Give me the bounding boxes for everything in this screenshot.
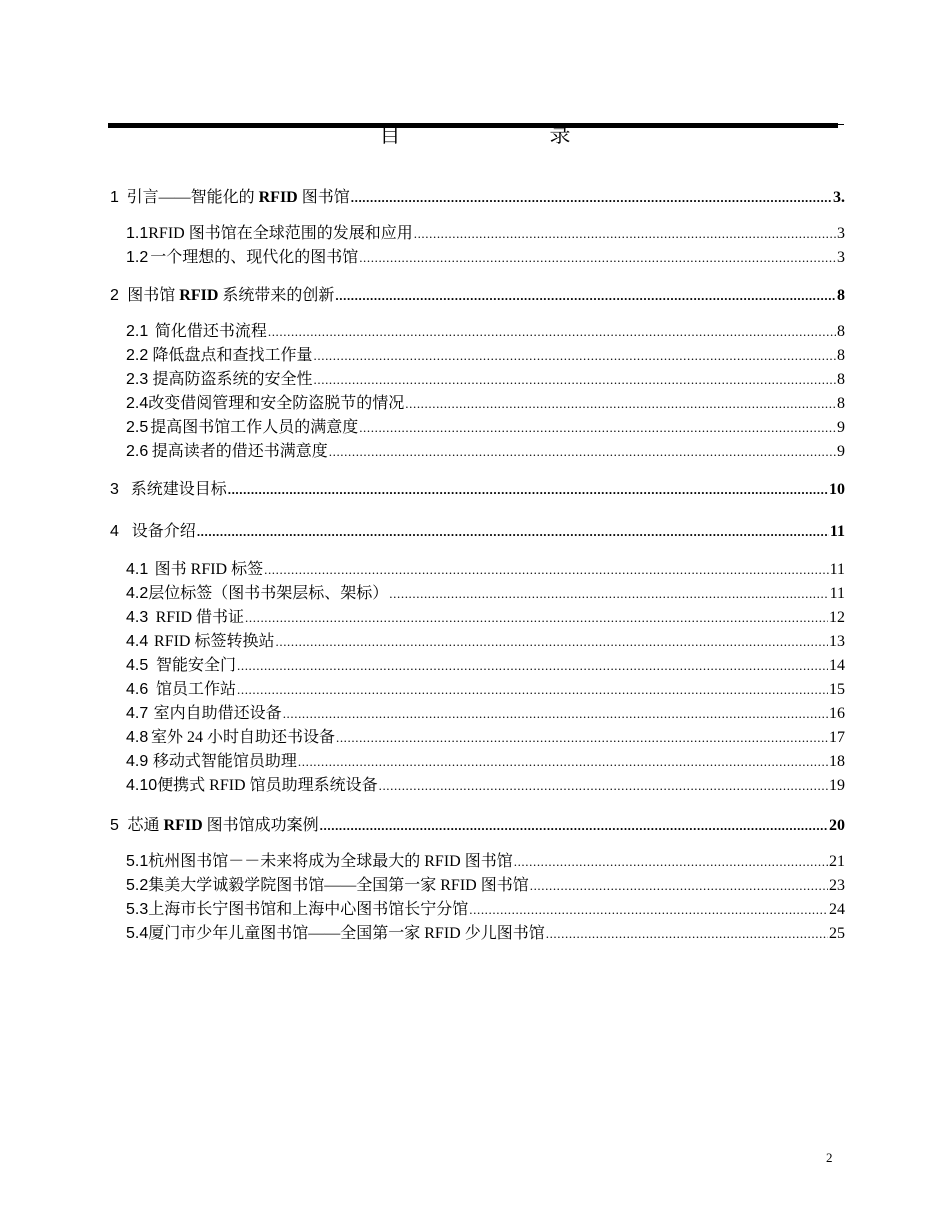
toc-entry-number: 4.6	[126, 681, 149, 698]
toc-dot-leader	[320, 816, 828, 836]
toc-entry-number: 2.5	[126, 419, 149, 436]
toc-entry-title-text: 馆员工作站	[155, 681, 236, 698]
toc-page-number: 8	[837, 371, 845, 388]
toc-entry-number: 1.1	[126, 225, 149, 242]
toc-section-entry[interactable]	[110, 776, 845, 796]
toc-page-number: 19	[829, 777, 845, 794]
toc-entry-title-text: 厦门市少年儿童图书馆——全国第一家 RFID 少儿图书馆	[148, 925, 545, 942]
toc-entry-title	[153, 346, 313, 366]
toc-entry-title	[148, 224, 412, 244]
toc-section-entry[interactable]	[110, 852, 845, 872]
toc-dot-leader	[469, 900, 828, 920]
toc-entry-number: 2.2	[126, 347, 149, 364]
toc-page-number: 8	[837, 287, 845, 304]
toc-section-entry[interactable]	[110, 608, 845, 628]
toc-dot-leader	[336, 728, 828, 748]
toc-entry-title-text: 提高防盗系统的安全性	[152, 371, 313, 388]
toc-entry-title	[155, 322, 267, 342]
toc-section-entry[interactable]	[110, 584, 845, 604]
toc-entry-number: 3	[110, 481, 119, 498]
toc-entry-title-text: 提高读者的借还书满意度	[151, 443, 328, 460]
toc-section-entry[interactable]	[110, 704, 845, 724]
toc-dot-leader	[530, 876, 828, 896]
toc-page-number: 16	[829, 705, 845, 722]
toc-entry-title-text: 降低盘点和查找工作量	[152, 347, 313, 364]
toc-entry-title	[156, 656, 236, 676]
toc-section-entry[interactable]	[110, 632, 845, 652]
toc-page-number: 10	[829, 481, 845, 498]
toc-entry-title-text: 室内自助借还设备	[153, 705, 282, 722]
toc-dot-leader	[329, 442, 836, 462]
toc-section-entry[interactable]	[110, 394, 845, 414]
toc-chapter-entry[interactable]	[110, 480, 845, 500]
toc-chapter-entry[interactable]	[110, 286, 845, 306]
toc-entry-number: 1.2	[126, 249, 149, 266]
toc-dot-leader	[314, 370, 836, 390]
toc-dot-leader	[379, 776, 828, 796]
toc-chapter-entry[interactable]	[110, 816, 845, 836]
toc-section-entry[interactable]	[110, 442, 845, 462]
toc-section-entry[interactable]	[110, 224, 845, 244]
toc-entry-title-text: 设备介绍	[131, 523, 196, 540]
toc-dot-leader	[335, 286, 836, 306]
toc-entry-title	[148, 876, 528, 896]
toc-entry-title	[150, 248, 358, 268]
toc-section-entry[interactable]	[110, 418, 845, 438]
toc-entry-title	[131, 480, 227, 500]
toc-page-number: 11	[829, 561, 845, 578]
toc-section-entry[interactable]	[110, 656, 845, 676]
toc-page-number: 3.	[833, 189, 845, 206]
toc-section-entry[interactable]	[110, 728, 845, 748]
toc-page-number: 20	[829, 817, 845, 834]
toc-page-number: 13	[829, 633, 845, 650]
toc-page-number: 24	[829, 901, 845, 918]
toc-entry-number: 5	[110, 817, 119, 834]
toc-page-number: 23	[829, 877, 845, 894]
toc-entry-number: 4.8	[126, 729, 149, 746]
toc-entry-title	[148, 924, 544, 944]
toc-entry-number: 2.3	[126, 371, 149, 388]
toc-entry-number: 4	[110, 523, 119, 540]
toc-entry-title-text: 移动式智能馆员助理	[152, 753, 297, 770]
toc-section-entry[interactable]	[110, 560, 845, 580]
toc-entry-title-text: RFID 标签转换站	[154, 633, 275, 650]
toc-page-number: 12	[829, 609, 845, 626]
toc-entry-title	[153, 370, 313, 390]
toc-entry-title-text: RFID 借书证	[155, 609, 245, 626]
toc-entry-number: 5.4	[126, 925, 149, 942]
toc-entry-number: 4.10	[126, 777, 158, 794]
toc-entry-title-suffix: 图书馆成功案例	[202, 817, 319, 834]
toc-chapter-entry[interactable]	[110, 188, 845, 208]
toc-page-number: 11	[829, 523, 845, 540]
toc-page-number: 3	[837, 249, 845, 266]
toc-entry-title	[153, 752, 297, 772]
toc-entry-number: 5.1	[126, 853, 149, 870]
toc-entry-title-text: 提高图书馆工作人员的满意度	[150, 419, 359, 436]
toc-dot-leader	[245, 608, 828, 628]
toc-chapter-entry[interactable]	[110, 522, 845, 542]
toc-entry-title-text: 图书 RFID 标签	[154, 561, 264, 578]
toc-entry-title-text: 芯通	[127, 817, 164, 834]
toc-section-entry[interactable]	[110, 924, 845, 944]
toc-entry-title	[156, 680, 236, 700]
toc-entry-title-text: RFID 图书馆在全球范围的发展和应用	[148, 225, 413, 242]
toc-dot-leader	[276, 632, 829, 652]
toc-entry-number: 2	[110, 287, 119, 304]
toc-entry-title-text: 室外 24 小时自助还书设备	[150, 729, 335, 746]
toc-entry-title	[154, 704, 282, 724]
toc-entry-title	[155, 560, 263, 580]
toc-entry-number: 4.5	[126, 657, 149, 674]
toc-page-number: 9	[837, 419, 845, 436]
toc-dot-leader	[298, 752, 828, 772]
toc-dot-leader	[359, 248, 836, 268]
toc-entry-title-suffix: 图书馆	[297, 189, 350, 206]
toc-entry-title	[148, 584, 388, 604]
toc-page-number: 11	[829, 585, 845, 602]
toc-page-number: 18	[829, 753, 845, 770]
toc-entry-number: 5.3	[126, 901, 149, 918]
toc-section-entry[interactable]	[110, 346, 845, 366]
toc-dot-leader	[237, 656, 828, 676]
toc-entry-number: 4.7	[126, 705, 149, 722]
toc-dot-leader	[264, 560, 828, 580]
toc-page-number: 15	[829, 681, 845, 698]
toc-entry-title-text: 便携式 RFID 馆员助理系统设备	[157, 777, 378, 794]
toc-section-entry[interactable]	[110, 680, 845, 700]
toc-entry-title	[128, 816, 319, 836]
toc-entry-title-bold: RFID	[163, 817, 203, 834]
toc-entry-title-text: 集美大学诚毅学院图书馆——全国第一家 RFID 图书馆	[148, 877, 529, 894]
toc-entry-title	[132, 522, 196, 542]
toc-section-entry[interactable]	[110, 370, 845, 390]
toc-entry-title	[154, 632, 274, 652]
toc-dot-leader	[283, 704, 828, 724]
toc-entry-number: 4.3	[126, 609, 149, 626]
toc-entry-title	[148, 394, 404, 414]
toc-dot-leader	[389, 584, 828, 604]
toc-dot-leader	[359, 418, 836, 438]
toc-entry-title	[127, 188, 350, 208]
toc-entry-title-text: 智能安全门	[155, 657, 236, 674]
toc-dot-leader	[197, 522, 829, 542]
toc-dot-leader	[237, 680, 828, 700]
toc-page-number: 17	[829, 729, 845, 746]
toc-dot-leader	[414, 224, 836, 244]
toc-page-number: 8	[837, 395, 845, 412]
toc-page-number: 3	[837, 225, 845, 242]
page-number: 2	[826, 1150, 833, 1165]
toc-entry-number: 2.6	[126, 443, 149, 460]
toc-page-number: 14	[829, 657, 845, 674]
toc-section-entry[interactable]	[110, 876, 845, 896]
toc-page-number: 8	[837, 323, 845, 340]
toc-entry-title	[157, 776, 377, 796]
toc-entry-title-text: 简化借还书流程	[154, 323, 267, 340]
toc-entry-title-bold: RFID	[179, 287, 219, 304]
toc-entry-title-suffix: 系统带来的创新	[218, 287, 335, 304]
toc-dot-leader	[351, 188, 832, 208]
toc-section-entry[interactable]	[110, 900, 845, 920]
toc-dot-leader	[546, 924, 828, 944]
toc-entry-title-text: 层位标签（图书书架层标、架标）	[148, 585, 389, 602]
toc-page-number: 8	[837, 347, 845, 364]
toc-entry-title-text: 改变借阅管理和安全防盗脱节的情况	[148, 395, 405, 412]
toc-entry-number: 2.4	[126, 395, 149, 412]
toc-entry-title-text: 一个理想的、现代化的图书馆	[150, 249, 359, 266]
toc-entry-title	[150, 418, 358, 438]
toc-entry-number: 4.1	[126, 561, 149, 578]
toc-entry-number: 5.2	[126, 877, 149, 894]
toc-entry-number: 4.2	[126, 585, 149, 602]
toc-entry-title-text: 图书馆	[127, 287, 180, 304]
toc-section-entry[interactable]	[110, 322, 845, 342]
toc-entry-title-text: 系统建设目标	[130, 481, 227, 498]
toc-entry-number: 4.4	[126, 633, 149, 650]
toc-dot-leader	[314, 346, 836, 366]
toc-title: 目 录	[379, 123, 635, 146]
toc-entry-title	[151, 728, 335, 748]
toc-page-number: 25	[829, 925, 845, 942]
toc-entry-title-text: 引言——智能化的	[126, 189, 259, 206]
toc-entry-title	[148, 900, 468, 920]
toc-entry-number: 1	[110, 189, 119, 206]
toc-entry-title	[156, 608, 244, 628]
toc-entry-title-text: 上海市长宁图书馆和上海中心图书馆长宁分馆	[148, 901, 469, 918]
toc-page-number: 9	[837, 443, 845, 460]
toc-entry-title	[152, 442, 328, 462]
toc-entry-title-text: 杭州图书馆－－未来将成为全球最大的 RFID 图书馆	[148, 853, 513, 870]
toc-section-entry[interactable]	[110, 752, 845, 772]
toc-dot-leader	[268, 322, 836, 342]
toc-entry-title-bold: RFID	[258, 189, 298, 206]
toc-section-entry[interactable]	[110, 248, 845, 268]
toc-entry-number: 4.9	[126, 753, 149, 770]
toc-entry-title	[127, 286, 334, 306]
toc-entry-number: 2.1	[126, 323, 149, 340]
toc-dot-leader	[514, 852, 828, 872]
toc-dot-leader	[405, 394, 836, 414]
toc-page-number: 21	[829, 853, 845, 870]
toc-entry-title	[148, 852, 512, 872]
toc-dot-leader	[228, 480, 828, 500]
